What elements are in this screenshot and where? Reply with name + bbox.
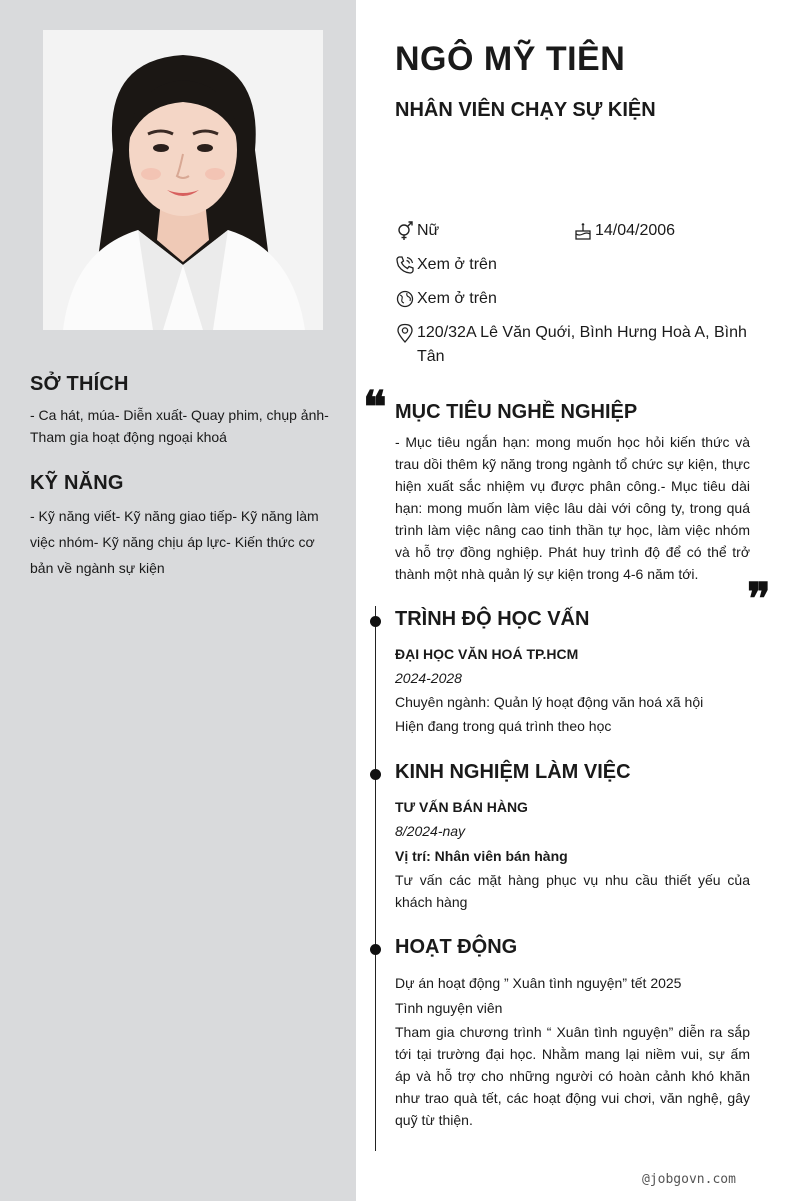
skills-title: KỸ NĂNG [30, 472, 124, 494]
avatar [43, 30, 323, 330]
address-value: 120/32A Lê Văn Quới, Bình Hưng Hoà A, Bình Tân [417, 324, 747, 365]
experience-period: 8/2024-nay [395, 823, 466, 839]
quote-close-icon: ❞ [747, 574, 771, 625]
job-title: NHÂN VIÊN CHẠY SỰ KIỆN [395, 99, 656, 121]
education-school: ĐẠI HỌC VĂN HOÁ TP.HCM [395, 646, 579, 662]
address-row [395, 321, 750, 369]
birthday-value: 14/04/2006 [595, 222, 676, 239]
gender-value: Nữ [417, 222, 440, 239]
birthday-row [573, 219, 675, 243]
location-pin-icon [395, 323, 415, 343]
phone-row [395, 253, 497, 277]
website-value: Xem ở trên [417, 290, 497, 307]
quote-open-icon: ❝ [363, 382, 387, 433]
experience-description: Tư vấn các mặt hàng phục vụ nhu cầu thiết yếu của khách hàng [395, 872, 750, 910]
experience-company: TƯ VẤN BÁN HÀNG [395, 799, 528, 815]
education-major: Chuyên ngành: Quản lý hoạt động văn hoá xã hội [395, 694, 704, 710]
timeline-dot-activities [370, 944, 381, 955]
education-period: 2024-2028 [395, 670, 462, 686]
website-row [395, 287, 497, 311]
globe-icon [395, 289, 415, 309]
hobbies-text: - Ca hát, múa- Diễn xuất- Quay phim, chụp ảnh- Tham gia hoạt động ngoại khoá [30, 407, 329, 445]
skills-text: - Kỹ năng viết- Kỹ năng giao tiếp- Kỹ năng làm việc nhóm- Kỹ năng chịu áp lực- Kiến thức cơ bản về ngành sự kiện [30, 508, 319, 576]
experience-title: KINH NGHIỆM LÀM VIỆC [395, 761, 631, 783]
objective-title: MỤC TIÊU NGHỀ NGHIỆP [395, 401, 638, 423]
education-title: TRÌNH ĐỘ HỌC VẤN [395, 608, 590, 630]
candidate-name: NGÔ MỸ TIÊN [395, 40, 626, 78]
phone-icon [395, 255, 415, 275]
skills-section [30, 472, 336, 581]
objective-text: - Mục tiêu ngắn hạn: mong muốn học hỏi kiến thức và trau dồi thêm kỹ năng trong ngành tổ chức sự kiện, thực hiện xuất sắc nhiệm vụ được phân công.- Mục tiêu dài hạn: mong muốn làm việc lâu dài với công ty, trong quá trình làm việc nâng cao tinh thần tự học, làm việc nhóm và hỗ trợ đồng nghiệp. Phát huy trình độ để có thể trở thành một nhà quản lý sự kiện trong 4-6 năm tới. [395, 434, 750, 582]
experience-position: Vị trí: Nhân viên bán hàng [395, 848, 568, 864]
gender-icon [395, 221, 415, 241]
timeline-line [375, 606, 376, 1151]
hobbies-section [30, 373, 336, 448]
activities-title: HOẠT ĐỘNG [395, 936, 518, 958]
cake-icon [573, 221, 593, 241]
profile-photo [43, 30, 323, 330]
education-status: Hiện đang trong quá trình theo học [395, 718, 612, 734]
phone-value: Xem ở trên [417, 256, 497, 273]
activities-role: Tình nguyện viên [395, 1000, 503, 1016]
timeline-dot-experience [370, 769, 381, 780]
activities-project: Dự án hoạt động ” Xuân tình nguyện” tết 2025 [395, 975, 682, 991]
gender-row [395, 219, 439, 243]
hobbies-title: SỞ THÍCH [30, 373, 129, 395]
watermark[interactable]: @jobgovn.com [642, 1172, 736, 1187]
activities-description: Tham gia chương trình “ Xuân tình nguyện” diễn ra sắp tới tại trường đại học. Nhằm mang lại niềm vui, sự ấm áp và hỗ trợ cho những người có hoàn cảnh khó khăn như trao quà tết, các hoạt động vui chơi, văn nghệ, gây quỹ từ thiện. [395, 1024, 750, 1128]
timeline-dot-education [370, 616, 381, 627]
